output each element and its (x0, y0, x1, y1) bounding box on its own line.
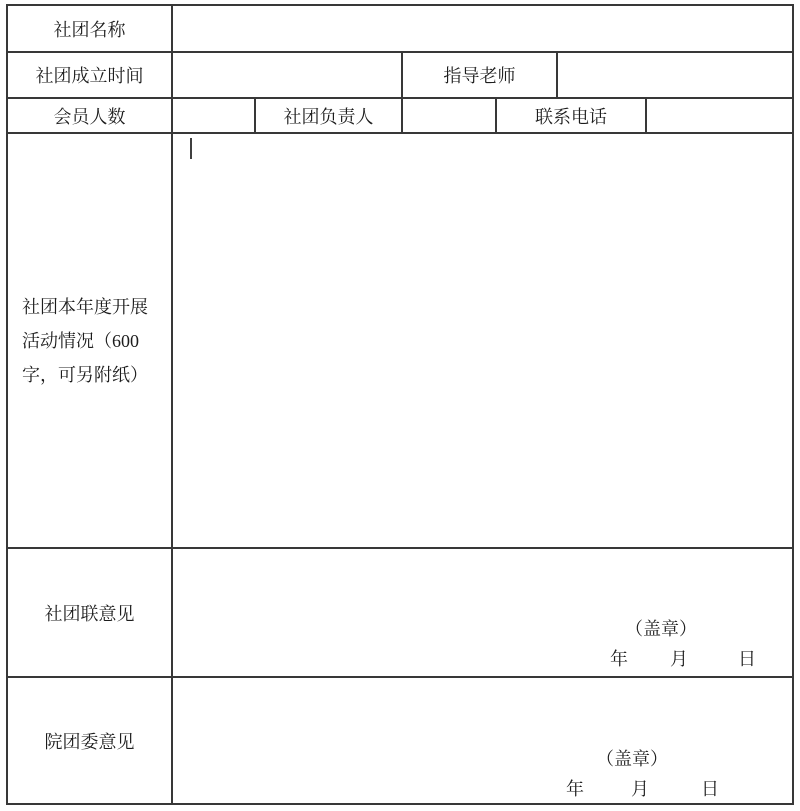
month-label: 月 (631, 779, 649, 799)
advisor-input[interactable] (558, 53, 792, 99)
club-name-row (8, 6, 792, 53)
text-cursor (190, 138, 192, 159)
activities-label-text: 社团本年度开展活动情况（600字，可另附纸） (22, 296, 148, 385)
member-count-input[interactable] (173, 99, 256, 134)
founding-time-label: 社团成立时间 (8, 53, 173, 99)
year-label: 年 (610, 649, 628, 669)
committee-opinion-label: 院团委意见 (8, 678, 173, 803)
federation-opinion-row (8, 549, 792, 678)
month-label: 月 (670, 649, 688, 669)
phone-input[interactable] (647, 99, 792, 134)
founding-time-row (8, 53, 792, 99)
advisor-label: 指导老师 (403, 53, 558, 99)
federation-opinion-input[interactable] (173, 549, 792, 678)
leader-label: 社团负责人 (256, 99, 403, 134)
activities-row (8, 134, 792, 549)
phone-label: 联系电话 (497, 99, 647, 134)
committee-opinion-row (8, 678, 792, 803)
day-label: 日 (701, 779, 719, 799)
club-annual-report-form (6, 4, 794, 805)
members-row (8, 99, 792, 134)
year-label: 年 (566, 779, 584, 799)
activities-textarea[interactable] (173, 134, 792, 549)
federation-opinion-label: 社团联意见 (8, 549, 173, 678)
founding-time-input[interactable] (173, 53, 403, 99)
committee-opinion-input[interactable] (173, 678, 792, 803)
stamp-placeholder: （盖章） (596, 749, 668, 769)
club-name-label: 社团名称 (8, 6, 173, 53)
member-count-label: 会员人数 (8, 99, 173, 134)
stamp-placeholder: （盖章） (625, 619, 697, 639)
club-name-input[interactable] (173, 6, 792, 53)
leader-input[interactable] (403, 99, 497, 134)
day-label: 日 (738, 649, 756, 669)
activities-label (8, 134, 173, 549)
